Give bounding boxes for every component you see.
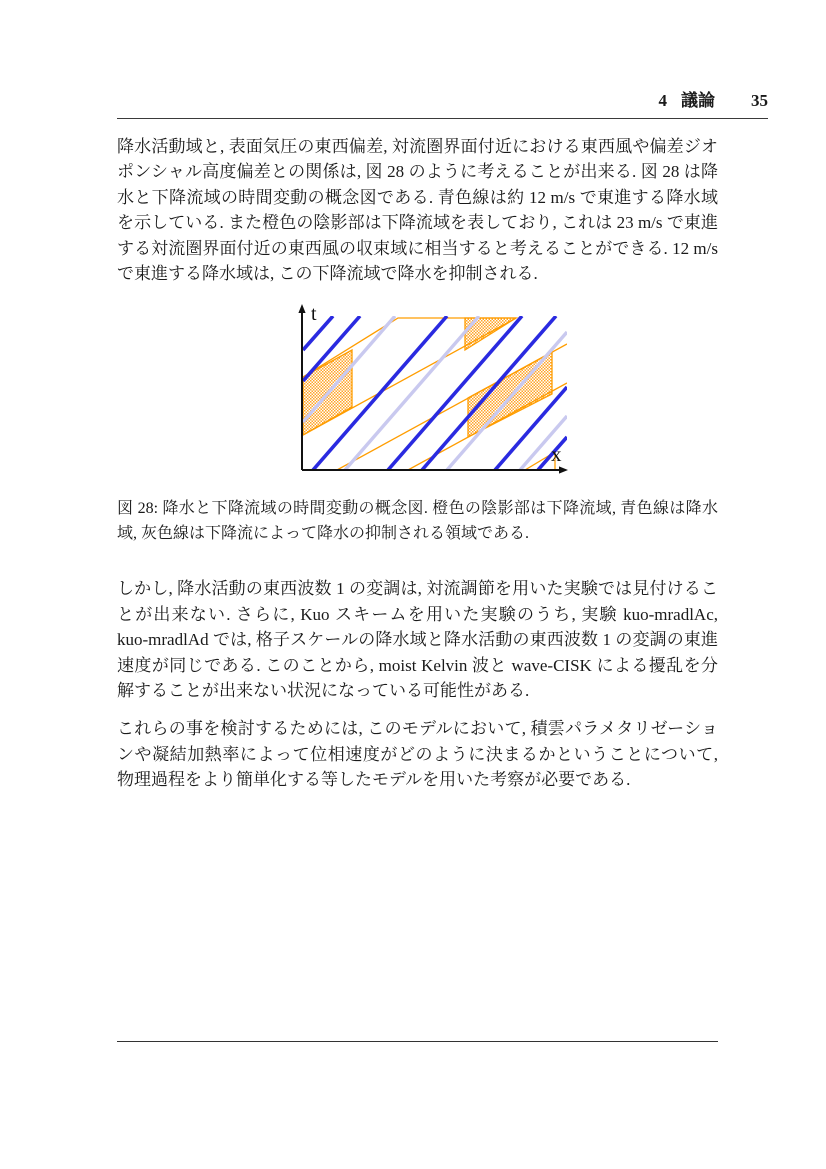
- figure-28-caption: 図 28: 降水と下降流域の時間変動の概念図. 橙色の陰影部は下降流域, 青色線は降水域, 灰色線は下降流によって降水の抑制される領域である.: [117, 500, 718, 543]
- running-header: [117, 86, 768, 119]
- paragraph-3: これらの事を検討するためには, このモデルにおいて, 積雲パラメタリゼーションや凝結加熱率によって位相速度がどのように決まるかということについて, 物理過程をより簡単化する等したモデルを用いた考察が必要である.: [117, 719, 718, 790]
- section-number: 4: [658, 91, 667, 110]
- page-number: 35: [751, 91, 768, 110]
- figure-28: [295, 302, 579, 485]
- footer-rule: [117, 1041, 718, 1042]
- paragraph-2: しかし, 降水活動の東西波数 1 の変調は, 対流調節を用いた実験では見付けることが出来ない. さらに, Kuo スキームを用いた実験のうち, 実験 kuo-mradlAc, kuo-mradlAd では, 格子スケールの降水域と降水活動の東西波数 1 の変調の東進速度が同じである. このことから, moist Kelvin 波と wave-CISK による擾乱を分解することが出来ない状況になっている可能性がある.: [117, 579, 718, 701]
- figure-28-diagram: [295, 302, 579, 480]
- t-axis-label: t: [311, 303, 317, 326]
- text-column: [117, 134, 718, 793]
- section-title: 議論: [681, 91, 715, 110]
- x-axis-arrow: [559, 467, 568, 474]
- downdraft-regions: [303, 318, 567, 470]
- paragraph-1: 降水活動域と, 表面気圧の東西偏差, 対流圏界面付近における東西風や偏差ジオポンシャル高度偏差との関係は, 図 28 のように考えることが出来る. 図 28 は降水と下降流域の時間変動の概念図である. 青色線は約 12 m/s で東進する降水域を示している. また橙色の陰影部は下降流域を表しており, これは 23 m/s で東進する対流圏界面付近の東西風の収束域に相当すると考えることができる. 12 m/s で東進する降水域は, この下降流域で降水を抑制される.: [117, 137, 718, 284]
- t-axis-arrow: [298, 304, 305, 313]
- x-axis-label: x: [551, 442, 562, 467]
